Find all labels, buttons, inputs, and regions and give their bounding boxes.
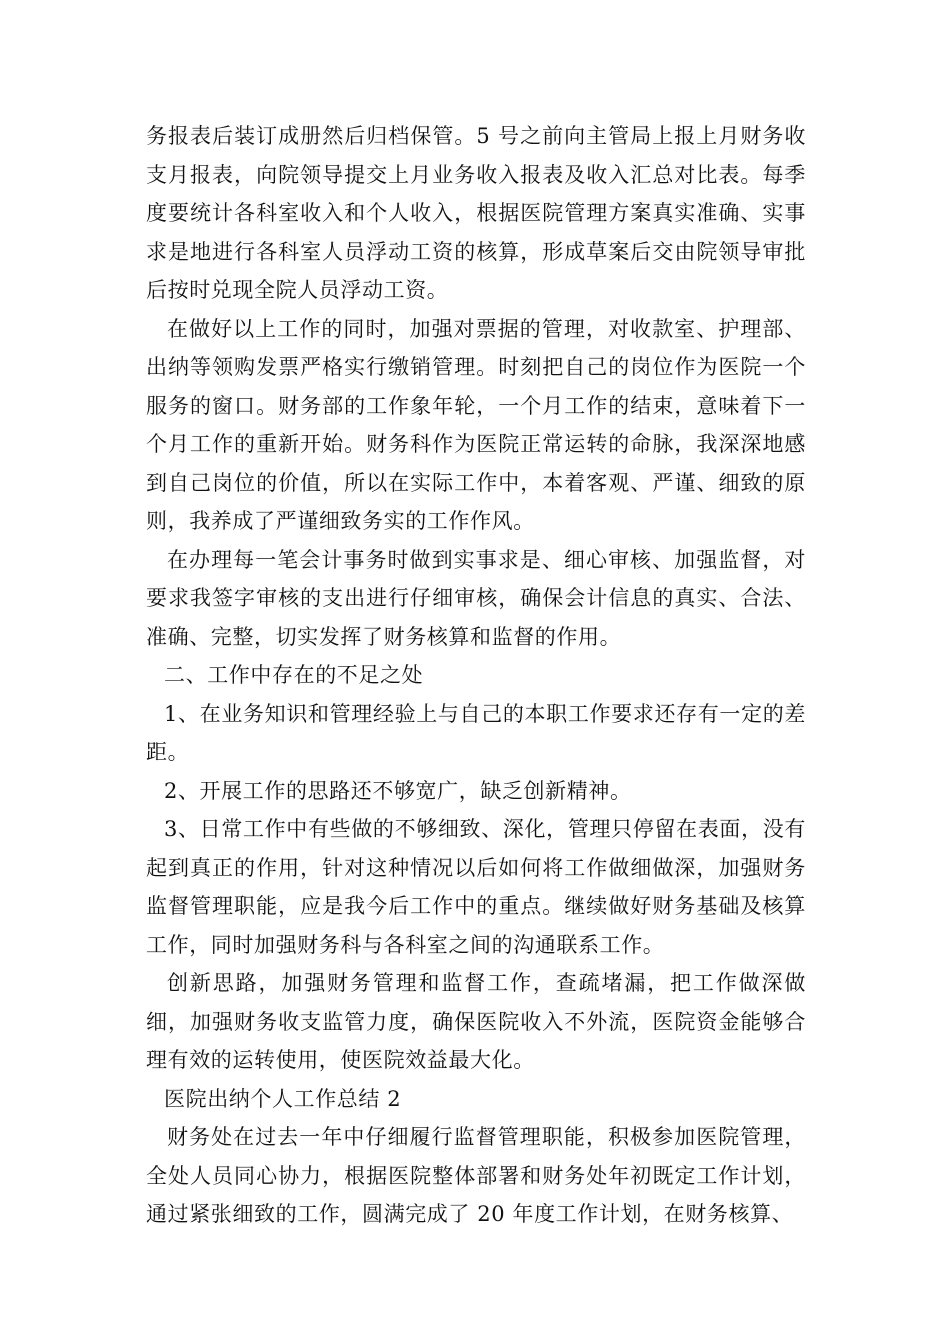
paragraph-finance-office-year: 财务处在过去一年中仔细履行监督管理职能，积极参加医院管理，全处人员同心协力，根据医院整体部署和财务处年初既定工作计划，通过紧张细致的工作，圆满完成了 20 年度工作计划，在财务核算、 [146,1125,806,1226]
paragraph-innovation: 创新思路，加强财务管理和监督工作，查疏堵漏，把工作做深做细，加强财务收支监管力度，确保医院收入不外流，医院资金能够合理有效的运转使用，使医院效益最大化。 [146,971,806,1072]
list-item-shortcoming-1: 1、在业务知识和管理经验上与自己的本职工作要求还存有一定的差距。 [146,701,806,764]
section-heading-shortcomings: 二、工作中存在的不足之处 [164,663,424,687]
section-heading-summary-2: 医院出纳个人工作总结 2 [164,1086,402,1111]
paragraph-continued-report-archiving: 务报表后装订成册然后归档保管。5 号之前向主管局上报上月财务收支月报表，向院领导提交上月业务收入报表及收入汇总对比表。每季度要统计各科室收入和个人收入，根据医院管理方案真实准确、实事求是地进行各科室人员浮动工资的核算，形成草案后交由院领导审批后按时兑现全院人员浮动工资。 [146,124,806,302]
paragraph-invoice-management: 在做好以上工作的同时，加强对票据的管理，对收款室、护理部、出纳等领购发票严格实行缴销管理。时刻把自己的岗位作为医院一个服务的窗口。财务部的工作象年轮，一个月工作的结束，意味着下一个月工作的重新开始。财务科作为医院正常运转的命脉，我深深地感到自己岗位的价值，所以在实际工作中，本着客观、严谨、细致的原则，我养成了严谨细致务实的工作作风。 [146,316,806,533]
list-item-shortcoming-2: 2、开展工作的思路还不够宽广，缺乏创新精神。 [164,778,632,803]
list-item-shortcoming-3: 3、日常工作中有些做的不够细致、深化，管理只停留在表面，没有起到真正的作用，针对这种情况以后如何将工作做细做深，加强财务监督管理职能，应是我今后工作中的重点。继续做好财务基础及核算工作，同时加强财务科与各科室之间的沟通联系工作。 [146,817,806,957]
document-body [146,117,806,1234]
paragraph-accounting-review: 在办理每一笔会计事务时做到实事求是、细心审核、加强监督，对要求我签字审核的支出进行仔细审核，确保会计信息的真实、合法、准确、完整，切实发挥了财务核算和监督的作用。 [146,547,806,649]
